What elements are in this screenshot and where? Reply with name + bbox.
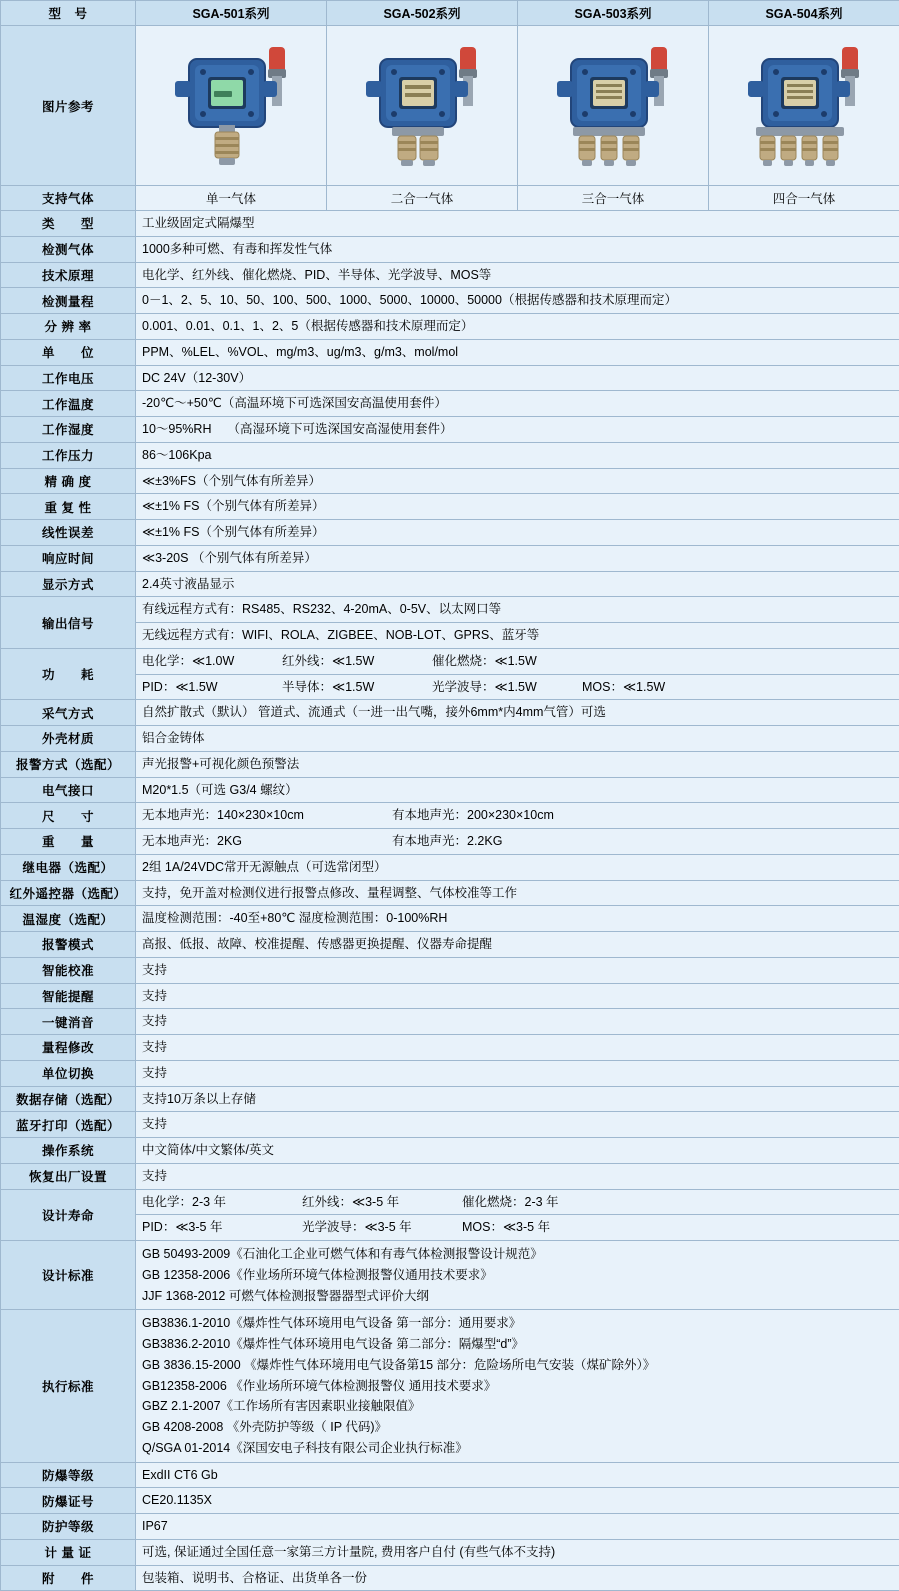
row-value-smart-calibration: 支持 [136, 957, 899, 983]
table-row-factory-reset [1, 1163, 899, 1189]
row-value-bluetooth-print: 支持 [136, 1112, 899, 1138]
row-value-unit-switch: 支持 [136, 1060, 899, 1086]
design-standard-line-3: JJF 1368-2012 可燃气体检测报警器器型式评价大纲 [142, 1286, 893, 1307]
row-value-weight [136, 829, 899, 855]
detector-image-3 [518, 26, 709, 186]
supported-gas-2: 二合一气体 [327, 186, 518, 211]
row-label-factory-reset: 恢复出厂设置 [1, 1163, 136, 1189]
table-row-accessories [1, 1565, 899, 1591]
row-label-resolution: 分 辨 率 [1, 314, 136, 340]
model-cell-4: SGA-504系列 [709, 1, 899, 26]
table-row-supported-gas [1, 186, 899, 211]
table-row-repeatability [1, 494, 899, 520]
row-value-temp-humidity-option: 温度检测范围：-40至+80℃ 湿度检测范围：0-100%RH [136, 906, 899, 932]
life-infrared: 红外线：≪3-5 年 [302, 1193, 462, 1212]
table-row-output-wired [1, 597, 899, 623]
table-row-smart-reminder [1, 983, 899, 1009]
row-value-os: 中文简体/中文繁体/英文 [136, 1138, 899, 1164]
row-value-shell-material: 铝合金铸体 [136, 726, 899, 752]
table-row-unit-switch [1, 1060, 899, 1086]
row-value-life-line1 [136, 1189, 899, 1215]
row-value-accessories: 包装箱、说明书、合格证、出货单各一份 [136, 1565, 899, 1591]
row-value-temperature: -20℃～+50℃（高温环境下可选深国安高温使用套件） [136, 391, 899, 417]
table-row-response-time [1, 545, 899, 571]
exec-standard-line-6: GB 4208-2008 《外壳防护等级（ IP 代码)》 [142, 1417, 893, 1438]
row-value-unit: PPM、%LEL、%VOL、mg/m3、ug/m3、g/m3、mol/mol [136, 339, 899, 365]
table-row-size [1, 803, 899, 829]
row-label-os: 操作系统 [1, 1138, 136, 1164]
supported-gas-4: 四合一气体 [709, 186, 899, 211]
table-row-data-storage [1, 1086, 899, 1112]
row-label-shell-material: 外壳材质 [1, 726, 136, 752]
row-label-temperature: 工作温度 [1, 391, 136, 417]
weight-with-alarm: 有本地声光：2.2KG [392, 832, 502, 851]
row-value-resolution: 0.001、0.01、0.1、1、2、5（根据传感器和技术原理而定） [136, 314, 899, 340]
row-value-display: 2.4英寸液晶显示 [136, 571, 899, 597]
row-label-electrical-interface: 电气接口 [1, 777, 136, 803]
row-label-response-time: 响应时间 [1, 545, 136, 571]
table-row-display [1, 571, 899, 597]
gas-detector-2-port-icon [342, 29, 502, 179]
row-value-design-standard [136, 1241, 899, 1310]
row-label-design-standard: 设计标准 [1, 1241, 136, 1310]
table-row-range-modify [1, 1035, 899, 1061]
table-row-metrology-cert [1, 1539, 899, 1565]
life-electrochemical: 电化学：2-3 年 [142, 1193, 302, 1212]
table-row-accuracy [1, 468, 899, 494]
row-label-supported-gas: 支持气体 [1, 186, 136, 211]
table-row-model [1, 1, 899, 26]
row-label-pressure: 工作压力 [1, 442, 136, 468]
table-row-electrical-interface [1, 777, 899, 803]
table-row-sampling [1, 700, 899, 726]
table-row-resolution [1, 314, 899, 340]
table-row-exec-standard [1, 1310, 899, 1462]
row-label-smart-reminder: 智能提醒 [1, 983, 136, 1009]
row-label-one-key-mute: 一键消音 [1, 1009, 136, 1035]
model-cell-3: SGA-503系列 [518, 1, 709, 26]
design-standard-line-1: GB 50493-2009《石油化工企业可燃气体和有毒气体检测报警设计规范》 [142, 1244, 893, 1265]
table-row-pressure [1, 442, 899, 468]
table-row-one-key-mute [1, 1009, 899, 1035]
exec-standard-line-7: Q/SGA 01-2014《深国安电子科技有限公司企业执行标准》 [142, 1438, 893, 1459]
row-value-ex-rating: ExdII CT6 Gb [136, 1462, 899, 1488]
life-optical-waveguide: 光学波导：≪3-5 年 [302, 1218, 462, 1237]
table-row-humidity [1, 417, 899, 443]
row-value-exec-standard [136, 1310, 899, 1462]
table-row-output-wireless [1, 623, 899, 649]
row-label-alarm-mode: 报警模式 [1, 932, 136, 958]
detector-image-1 [136, 26, 327, 186]
row-label-design-life: 设计寿命 [1, 1189, 136, 1241]
row-value-smart-reminder: 支持 [136, 983, 899, 1009]
gas-detector-3-port-icon [533, 29, 693, 179]
row-label-detect-gas: 检测气体 [1, 236, 136, 262]
row-value-ex-cert: CE20.1135X [136, 1488, 899, 1514]
life-pid: PID：≪3-5 年 [142, 1218, 302, 1237]
size-with-alarm: 有本地声光：200×230×10cm [392, 806, 554, 825]
row-label-ir-remote: 红外遥控器（选配） [1, 880, 136, 906]
row-label-accuracy: 精 确 度 [1, 468, 136, 494]
life-mos: MOS：≪3-5 年 [462, 1218, 550, 1237]
table-row-detect-gas [1, 236, 899, 262]
table-row-os [1, 1138, 899, 1164]
row-label-unit: 单 位 [1, 339, 136, 365]
table-row-voltage [1, 365, 899, 391]
exec-standard-line-2: GB3836.2-2010《爆炸性气体环境用电气设备 第二部分：隔爆型“d”》 [142, 1334, 893, 1355]
row-label-power: 功 耗 [1, 648, 136, 700]
exec-standard-line-1: GB3836.1-2010《爆炸性气体环境用电气设备 第一部分：通用要求》 [142, 1313, 893, 1334]
table-row-life-1 [1, 1189, 899, 1215]
table-row-range [1, 288, 899, 314]
row-value-principle: 电化学、红外线、催化燃烧、PID、半导体、光学波导、MOS等 [136, 262, 899, 288]
row-label-alarm-method: 报警方式（选配） [1, 751, 136, 777]
row-label-accessories: 附 件 [1, 1565, 136, 1591]
row-value-range-modify: 支持 [136, 1035, 899, 1061]
exec-standard-line-3: GB 3836.15-2000 《爆炸性气体环境用电气设备第15 部分：危险场所电气安装（煤矿除外）》 [142, 1355, 893, 1376]
table-row-bluetooth-print [1, 1112, 899, 1138]
table-row-ex-rating [1, 1462, 899, 1488]
row-label-data-storage: 数据存储（选配） [1, 1086, 136, 1112]
row-value-data-storage: 支持10万条以上存储 [136, 1086, 899, 1112]
supported-gas-3: 三合一气体 [518, 186, 709, 211]
row-value-repeatability: ≪±1% FS（个别气体有所差异） [136, 494, 899, 520]
row-label-type: 类 型 [1, 211, 136, 237]
exec-standard-line-5: GBZ 2.1-2007《工作场所有害因素职业接触限值》 [142, 1396, 893, 1417]
row-label-principle: 技术原理 [1, 262, 136, 288]
row-label-exec-standard: 执行标准 [1, 1310, 136, 1462]
power-optical-waveguide: 光学波导：≪1.5W [432, 678, 582, 697]
power-electrochemical: 电化学：≪1.0W [142, 652, 282, 671]
table-row-life-2 [1, 1215, 899, 1241]
row-label-bluetooth-print: 蓝牙打印（选配） [1, 1112, 136, 1138]
power-semiconductor: 半导体：≪1.5W [282, 678, 432, 697]
row-value-life-line2 [136, 1215, 899, 1241]
model-cell-2: SGA-502系列 [327, 1, 518, 26]
row-label-display: 显示方式 [1, 571, 136, 597]
row-label-linearity: 线性误差 [1, 520, 136, 546]
row-label-relay: 继电器（选配） [1, 854, 136, 880]
row-value-ip-rating: IP67 [136, 1514, 899, 1540]
row-value-electrical-interface: M20*1.5（可选 G3/4 螺纹） [136, 777, 899, 803]
row-label-images: 图片参考 [1, 26, 136, 186]
table-row-images [1, 26, 899, 186]
life-catalytic: 催化燃烧：2-3 年 [462, 1193, 622, 1212]
table-row-linearity [1, 520, 899, 546]
row-value-pressure: 86～106Kpa [136, 442, 899, 468]
row-value-ir-remote: 支持，免开盖对检测仪进行报警点修改、量程调整、气体校准等工作 [136, 880, 899, 906]
table-row-shell-material [1, 726, 899, 752]
power-mos: MOS：≪1.5W [582, 678, 665, 697]
detector-image-4 [709, 26, 899, 186]
table-row-smart-calibration [1, 957, 899, 983]
row-label-size: 尺 寸 [1, 803, 136, 829]
row-value-factory-reset: 支持 [136, 1163, 899, 1189]
table-row-type [1, 211, 899, 237]
row-value-detect-gas: 1000多种可燃、有毒和挥发性气体 [136, 236, 899, 262]
table-row-ir-remote [1, 880, 899, 906]
model-cell-1: SGA-501系列 [136, 1, 327, 26]
row-value-alarm-mode: 高报、低报、故障、校准提醒、传感器更换提醒、仪器寿命提醒 [136, 932, 899, 958]
table-row-unit [1, 339, 899, 365]
row-label-voltage: 工作电压 [1, 365, 136, 391]
row-label-weight: 重 量 [1, 829, 136, 855]
row-value-sampling: 自然扩散式（默认） 管道式、流通式（一进一出气嘴，接外6mm*内4mm气管）可选 [136, 700, 899, 726]
table-row-weight [1, 829, 899, 855]
row-label-metrology-cert: 计 量 证 [1, 1539, 136, 1565]
row-value-alarm-method: 声光报警+可视化颜色预警法 [136, 751, 899, 777]
table-row-design-standard [1, 1241, 899, 1310]
row-value-power-line2 [136, 674, 899, 700]
weight-without-alarm: 无本地声光：2KG [142, 832, 392, 851]
exec-standard-line-4: GB12358-2006 《作业场所环境气体检测报警仪 通用技术要求》 [142, 1376, 893, 1397]
table-row-power-2 [1, 674, 899, 700]
row-label-ip-rating: 防护等级 [1, 1514, 136, 1540]
row-label-sampling: 采气方式 [1, 700, 136, 726]
table-row-principle [1, 262, 899, 288]
table-row-alarm-method [1, 751, 899, 777]
row-value-type: 工业级固定式隔爆型 [136, 211, 899, 237]
row-label-repeatability: 重 复 性 [1, 494, 136, 520]
row-label-ex-cert: 防爆证号 [1, 1488, 136, 1514]
row-value-output-wireless: 无线远程方式有：WIFI、ROLA、ZIGBEE、NOB-LOT、GPRS、蓝牙等 [136, 623, 899, 649]
table-row-relay [1, 854, 899, 880]
row-value-humidity: 10～95%RH （高湿环境下可选深国安高湿使用套件） [136, 417, 899, 443]
row-label-humidity: 工作湿度 [1, 417, 136, 443]
row-value-voltage: DC 24V（12-30V） [136, 365, 899, 391]
row-value-size [136, 803, 899, 829]
row-value-metrology-cert: 可选, 保证通过全国任意一家第三方计量院, 费用客户自付 (有些气体不支持) [136, 1539, 899, 1565]
power-infrared: 红外线：≪1.5W [282, 652, 432, 671]
row-label-temp-humidity-option: 温湿度（选配） [1, 906, 136, 932]
detector-image-2 [327, 26, 518, 186]
row-label-unit-switch: 单位切换 [1, 1060, 136, 1086]
table-row-alarm-mode [1, 932, 899, 958]
power-catalytic: 催化燃烧：≪1.5W [432, 652, 582, 671]
row-label-range: 检测量程 [1, 288, 136, 314]
row-label-output-signal: 输出信号 [1, 597, 136, 649]
gas-detector-4-port-icon [724, 29, 884, 179]
row-value-range: 0－1、2、5、10、50、100、500、1000、5000、10000、50000（根据传感器和技术原理而定） [136, 288, 899, 314]
size-without-alarm: 无本地声光：140×230×10cm [142, 806, 392, 825]
row-value-linearity: ≪±1% FS（个别气体有所差异） [136, 520, 899, 546]
table-row-ip-rating [1, 1514, 899, 1540]
design-standard-line-2: GB 12358-2006《作业场所环境气体检测报警仪通用技术要求》 [142, 1265, 893, 1286]
row-label-smart-calibration: 智能校准 [1, 957, 136, 983]
row-label-ex-rating: 防爆等级 [1, 1462, 136, 1488]
table-row-temperature [1, 391, 899, 417]
table-row-temp-humidity-option [1, 906, 899, 932]
supported-gas-1: 单一气体 [136, 186, 327, 211]
row-label-model: 型 号 [1, 1, 136, 26]
gas-detector-1-port-icon [151, 29, 311, 179]
row-value-output-wired: 有线远程方式有：RS485、RS232、4-20mA、0-5V、以太网口等 [136, 597, 899, 623]
power-pid: PID：≪1.5W [142, 678, 282, 697]
row-label-range-modify: 量程修改 [1, 1035, 136, 1061]
row-value-power-line1 [136, 648, 899, 674]
table-row-power-1 [1, 648, 899, 674]
row-value-relay: 2组 1A/24VDC常开无源触点（可选常闭型） [136, 854, 899, 880]
row-value-accuracy: ≪±3%FS（个别气体有所差异） [136, 468, 899, 494]
row-value-one-key-mute: 支持 [136, 1009, 899, 1035]
row-value-response-time: ≪3-20S （个别气体有所差异） [136, 545, 899, 571]
table-row-ex-cert [1, 1488, 899, 1514]
